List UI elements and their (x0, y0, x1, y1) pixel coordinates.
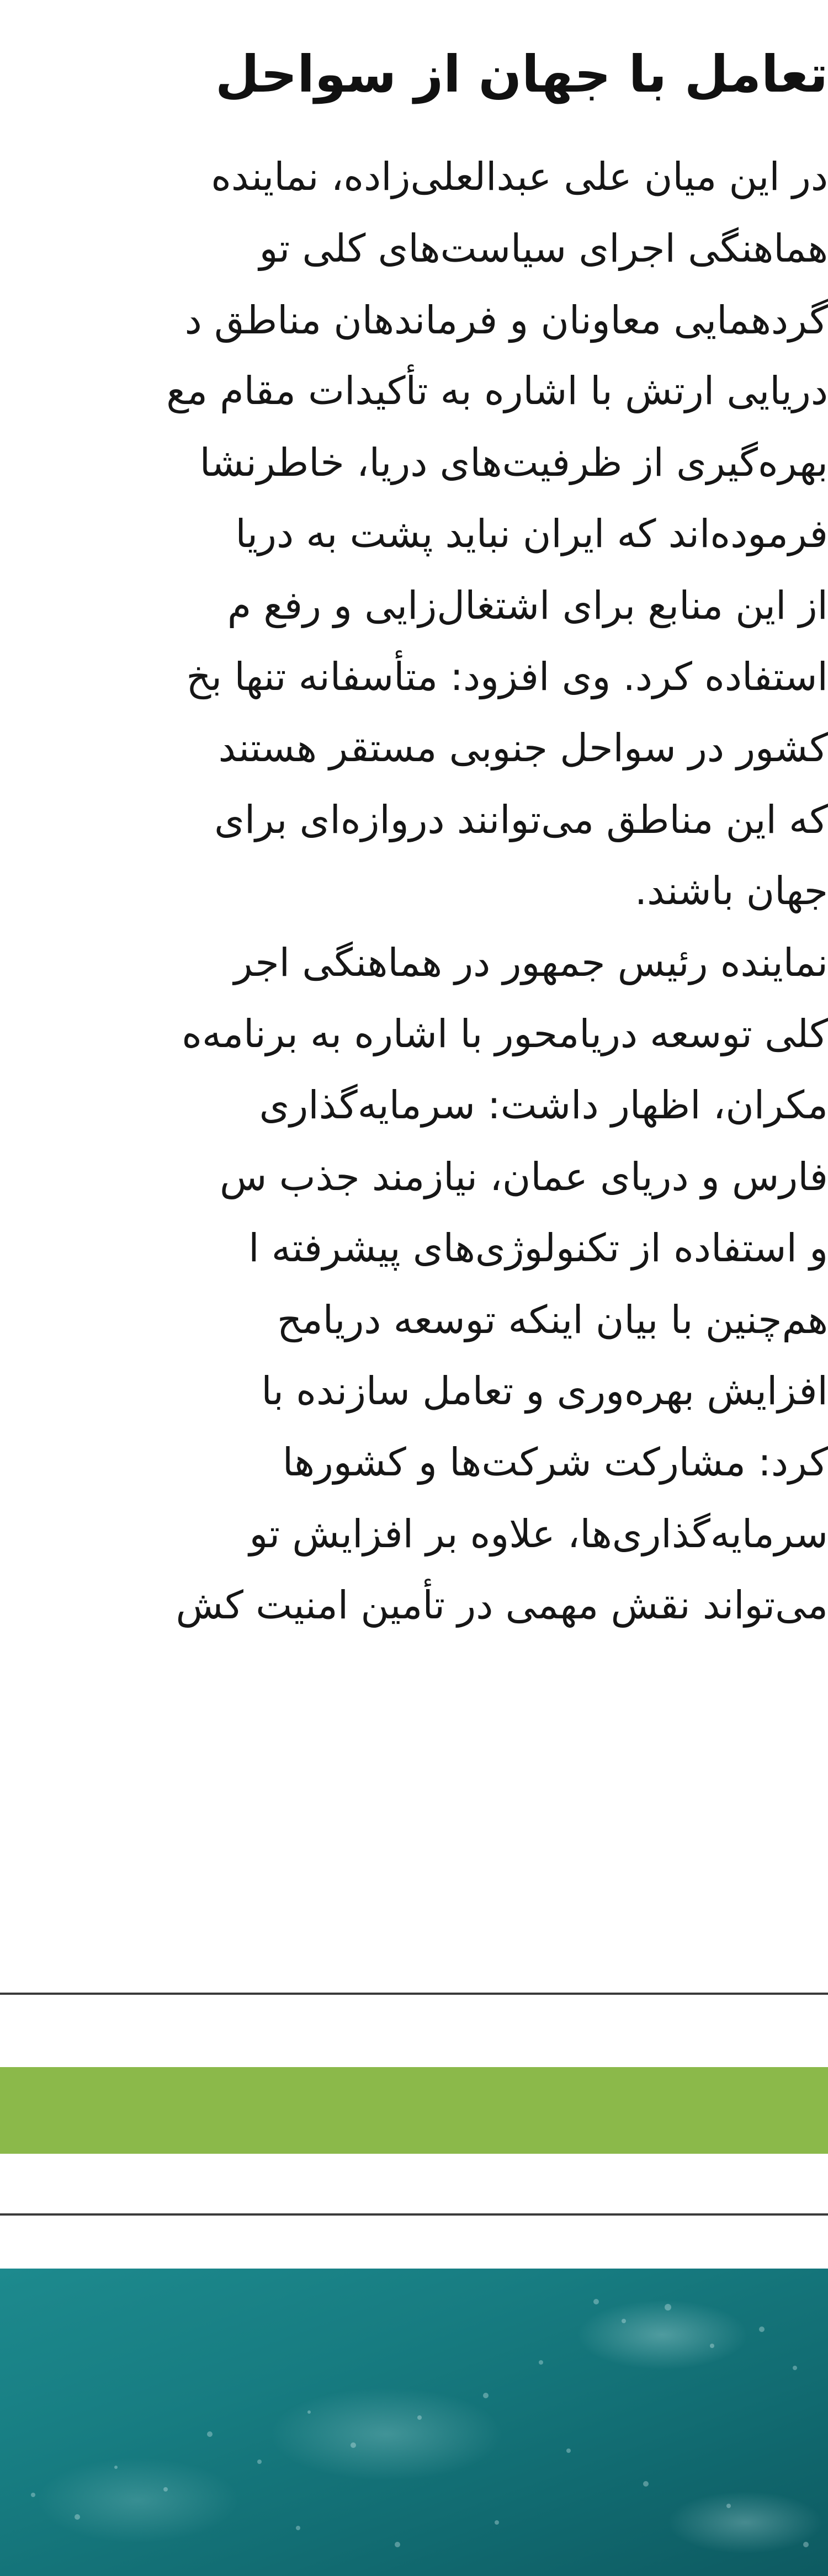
article-line: گردهمایی معاونان و فرماندهان مناطق د (184, 298, 828, 343)
divider-rule (0, 2213, 828, 2216)
article-line: جهان باشند. (634, 868, 828, 913)
article-line: سرمایه‌گذاری‌ها، علاوه بر افزایش تو (249, 1511, 828, 1557)
article-line: فارس و دریای عمان، نیازمند جذب س (220, 1154, 828, 1199)
green-section-band (0, 2067, 828, 2154)
article-line: فرموده‌اند که ایران نباید پشت به دریا (235, 511, 828, 556)
article-line: نماینده رئیس جمهور در هماهنگی اجر (233, 940, 828, 985)
article-line: و استفاده از تکنولوژی‌های پیشرفته ا (248, 1225, 828, 1271)
article-line: از این منابع برای اشتغال‌زایی و رفع م (227, 583, 828, 628)
divider-rule (0, 1993, 828, 1995)
article-headline: تعامل با جهان از سواحل (215, 45, 828, 104)
article-line: هم‌چنین با بیان اینکه توسعه دریامح (277, 1297, 828, 1342)
article-line: که این مناطق می‌توانند دروازه‌ای برای (214, 797, 828, 842)
article-line: کشور در سواحل جنوبی مستقر هستند (218, 725, 828, 771)
article-line: مکران، اظهار داشت: سرمایه‌گذاری (259, 1082, 828, 1128)
article-line: دریایی ارتش با اشاره به تأکیدات مقام مع (166, 368, 828, 413)
article-line: استفاده کرد. وی افزود: متأسفانه تنها بخ (186, 654, 828, 699)
article-line: افزایش بهره‌وری و تعامل سازنده با (261, 1368, 828, 1414)
sea-water-photo (0, 2269, 828, 2576)
article-line: در این میان علی عبدالعلی‌زاده، نماینده (211, 154, 828, 199)
water-sparkle-texture (0, 2269, 828, 2576)
article-line: کلی توسعه دریامحور با اشاره به برنامه‌ه (182, 1011, 828, 1056)
article-line: بهره‌گیری از ظرفیت‌های دریا، خاطرنشا (199, 440, 828, 485)
article-line: می‌تواند نقش مهمی در تأمین امنیت کش (176, 1582, 828, 1628)
article-line: هماهنگی اجرای سیاست‌های کلی تو (259, 226, 828, 271)
article-line: کرد: مشارکت شرکت‌ها و کشورها (282, 1440, 828, 1485)
